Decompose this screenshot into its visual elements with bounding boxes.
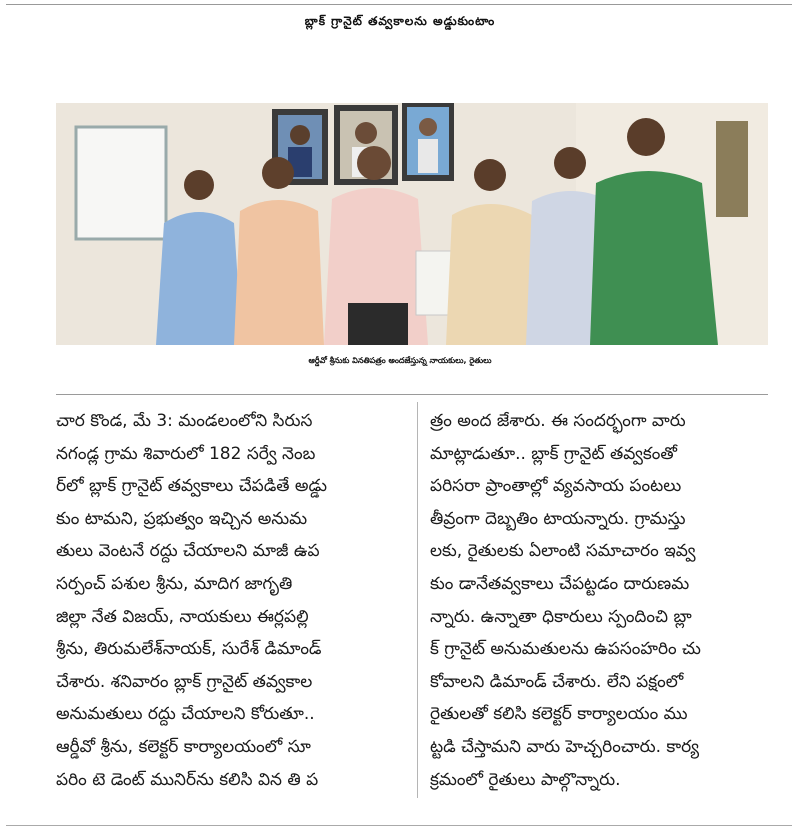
body-line: జిల్లా నేత విజయ్, నాయకులు ఈర్లపల్లి (56, 606, 309, 627)
body-line: శ్రీను, తిరుమలేశ్‌నాయక్, సురేశ్ డిమాండ్ (56, 639, 322, 660)
body-line: తీవ్రంగా దెబ్బతిం టాయన్నారు. గ్రామస్తు (430, 508, 686, 529)
body-line: లకు, రైతులకు ఏలాంటి సమాచారం ఇవ్వ (430, 541, 696, 562)
body-line: నగండ్ల గ్రామ శివారులో 182 సర్వే నెంబ (56, 443, 316, 464)
caption-rule (56, 394, 768, 395)
body-line: ర్‌లో బ్లాక్ గ్రానైట్ తవ్వకాలు చేపడితే అడ్డు (56, 476, 327, 497)
body-line: రైతులతో కలిసి కలెక్టర్ కార్యాలయం ము (430, 704, 688, 725)
article-body-left-column (56, 405, 404, 796)
body-line: అనుమతులు రద్దు చేయాలని కోరుతూ.. (56, 704, 315, 725)
body-line: చేశారు. శనివారం బ్లాక్ గ్రానైట్ తవ్వకాల (56, 671, 313, 692)
body-line: త్రం అంద జేశారు. ఈ సందర్భంగా వారు (430, 411, 686, 431)
column-divider (417, 402, 418, 798)
body-line: ట్టడి చేస్తామని వారు హెచ్చరించారు. కార్య (430, 736, 699, 757)
body-line: తులు వెంటనే రద్దు చేయాలని మాజీ ఉప (56, 541, 320, 562)
article-headline: బ్లాక్ గ్రానైట్ తవ్వకాలను అడ్డుకుంటాం (304, 14, 496, 28)
photo-caption: ఆర్డీవో శ్రీనుకు వినతిపత్రం అందజేస్తున్న నాయకులు, రైతులు (308, 356, 492, 365)
body-line: చార కొండ, మే 3: మండలంలోని సిరుస (56, 411, 313, 431)
body-line: పరిసరా ప్రాంతాల్లో వ్యవసాయ పంటలు (430, 476, 682, 497)
body-line: మాట్లాడుతూ.. బ్లాక్ గ్రానైట్ తవ్వకంతో (430, 443, 678, 464)
body-line: క్ గ్రానైట్ అనుమతులను ఉపసంహరిం చు (430, 639, 701, 660)
body-line: కుం టామని, ప్రభుత్వం ఇచ్చిన అనుమ (56, 508, 308, 529)
body-line: ఆర్డీవో శ్రీను, కలెక్టర్ కార్యాలయంలో సూ (56, 736, 311, 757)
photo-illustration (56, 103, 768, 345)
article-photo (56, 103, 768, 345)
body-line: పరిం టె డెంట్ మునిర్‌ను కలిసి విన తి ప (56, 769, 319, 790)
body-line: కుం డానేతవ్వకాలు చేపట్టడం దారుణమ (430, 573, 690, 594)
body-line: క్రమంలో రైతులు పాల్గొన్నారు. (430, 769, 621, 790)
body-line: న్నారు. ఉన్నాతా ధికారులు స్పందించి బ్లా (430, 606, 692, 627)
article-body-right-column (430, 405, 778, 796)
body-line: సర్పంచ్ పశుల శ్రీను, మాదిగ జాగృతి (56, 573, 293, 594)
body-line: కోవాలని డిమాండ్ చేశారు. లేని పక్షంలో (430, 671, 684, 692)
